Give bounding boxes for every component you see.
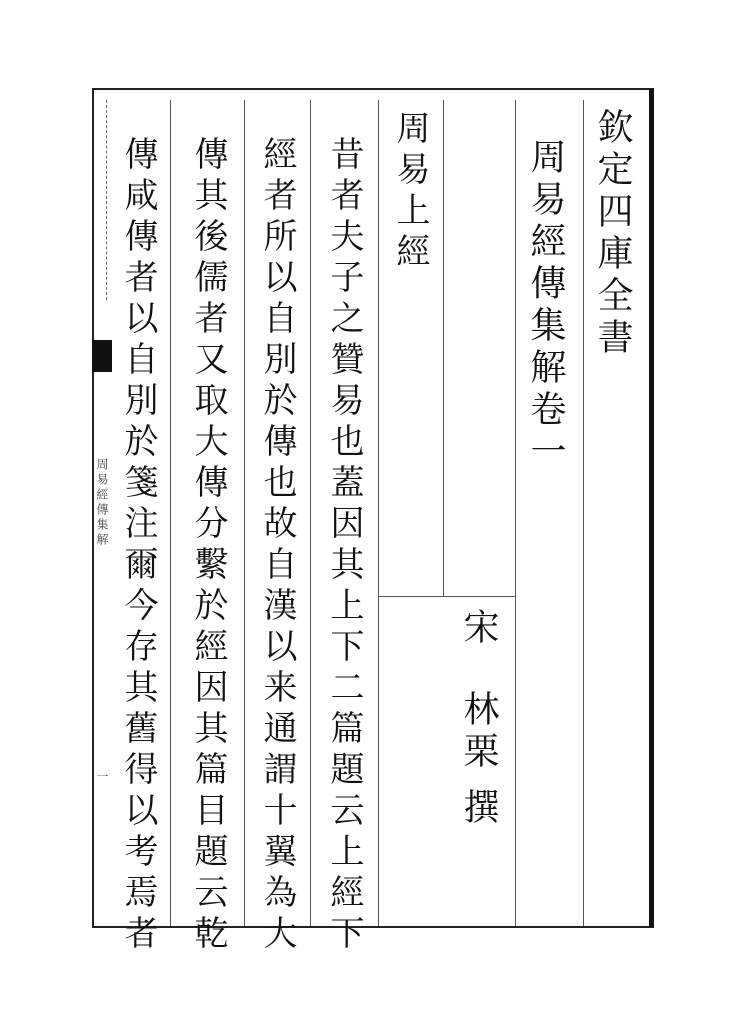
body-column-2: 經者所以自別於傳也故自漢以来通謂十翼為大 — [257, 136, 297, 956]
dynasty: 宋 — [458, 608, 499, 650]
fish-tail-mark — [92, 340, 112, 372]
column-rule — [515, 100, 516, 926]
column-rule — [244, 100, 245, 926]
collection-title: 欽定四庫全書 — [592, 108, 633, 360]
gutter-strip — [92, 100, 107, 300]
author-name: 林栗 — [458, 690, 499, 774]
column-rule — [443, 100, 444, 596]
book-title: 周易經傳集解卷一 — [525, 138, 566, 474]
body-column-3: 傳其後儒者又取大傳分繫於經因其篇目題云乾 — [188, 136, 228, 956]
body-column-1: 昔者夫子之贊易也蓋因其上下二篇題云上經下 — [324, 136, 364, 956]
author-box-rule — [378, 596, 515, 597]
column-rule — [310, 100, 311, 926]
page-frame — [92, 88, 654, 928]
column-rule — [170, 100, 171, 926]
gutter-label: 周易經傳集解 — [95, 458, 109, 548]
body-column-4: 傳咸傳者以自別於箋注爾今存其舊得以考焉者 — [118, 136, 158, 956]
column-rule — [583, 100, 584, 926]
page-number: 一 — [95, 770, 109, 785]
section-title: 周易上經 — [390, 110, 430, 274]
column-rule — [378, 100, 379, 926]
author-role: 撰 — [458, 788, 499, 830]
